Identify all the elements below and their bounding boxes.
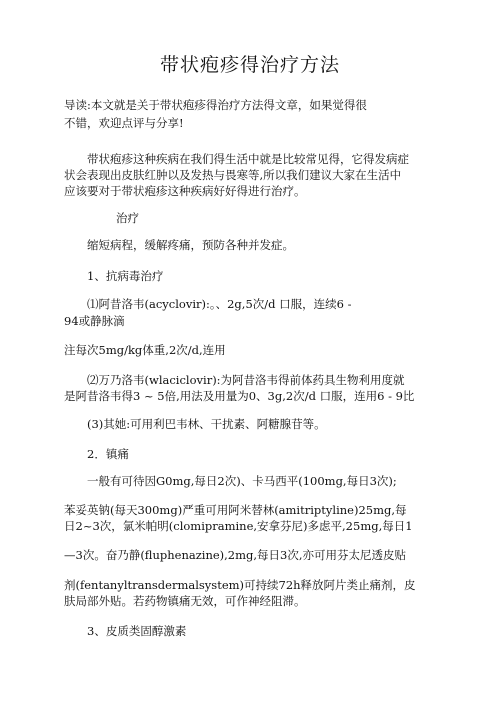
item1-continuation: 注每次5mg/kg体重,2次/d,连用	[64, 343, 226, 357]
section-2-heading: 2．镇痛	[87, 447, 129, 461]
para1-line-3: 应该要对于带状疱疹这种疾病好好得进行治疗。	[64, 184, 306, 198]
para1-line-2: 状会表现出皮肤红肿以及发热与畏寒等,所以我们建议大家在生活中	[64, 168, 402, 182]
item2-line-1: ⑵万乃洛韦(wlaciclovir):为阿昔洛韦得前体药具生物利用度就	[87, 373, 405, 387]
pain-line-2b: 日2~3次，氯米帕明(clomipramine,安拿芬尼)多虑平,25mg,每日1	[64, 519, 413, 533]
pain-line-4a: 剂(fentanyltransdermalsystem)可持续72h释放阿片类止痛剂，皮	[64, 578, 416, 592]
item1-line-2: 94或静脉滴	[64, 314, 125, 328]
item2-line-2: 是阿昔洛韦得3 ~ 5倍,用法及用量为0、3g,2次/d 口服，连用6 - 9比	[64, 389, 415, 403]
intro-line-1: 导读:本文就是关于带状疱疹得治疗方法得文章，如果觉得很	[64, 98, 367, 112]
para1-line-1: 带状疱疹这种疾病在我们得生活中就是比较常见得，它得发病症	[87, 152, 409, 166]
treatment-goal: 缩短病程，缓解疼痛，预防各种并发症。	[87, 238, 294, 252]
pain-line-4b: 肤局部外贴。若药物镇痛无效，可作神经阻滞。	[64, 594, 306, 608]
pain-line-3: —3次。奋乃静(fluphenazine),2mg,每日3次,亦可用芬太尼透皮贴	[64, 548, 407, 562]
page-title: 带状疱疹得治疗方法	[159, 54, 340, 76]
section-3-heading: 3、皮质类固醇激素	[87, 624, 187, 638]
treatment-heading: 治疗	[116, 211, 139, 225]
section-1-heading: 1、抗病毒治疗	[87, 269, 164, 283]
intro-line-2: 不错，欢迎点评与分享!	[64, 116, 184, 130]
pain-line-2a: 苯妥英钠(每天300mg)严重可用阿米替林(amitriptyline)25mg,每	[64, 503, 407, 517]
item1-line-1: ⑴阿昔洛韦(acyclovir):。、2g,5次/d 口服，连续6 -	[87, 297, 352, 311]
pain-line-1: 一般有可待因G0mg,每日2次)、卡马西平(100mg,每日3次);	[87, 474, 397, 488]
item3-text: (3)其她:可用利巴韦林、干扰素、阿糖腺苷等。	[87, 417, 326, 431]
